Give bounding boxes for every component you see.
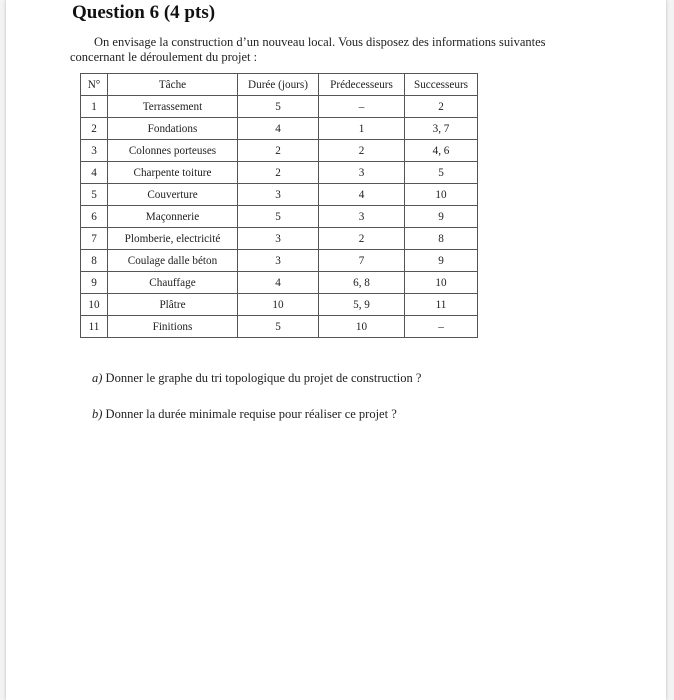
subquestion-b <box>92 407 397 422</box>
table-row <box>81 294 478 316</box>
cell-number: 4 <box>81 162 108 184</box>
cell-duration: 3 <box>238 250 319 272</box>
table-row <box>81 96 478 118</box>
intro-line-2: concernant le déroulement du projet : <box>70 50 258 64</box>
cell-duration: 5 <box>238 206 319 228</box>
table-row <box>81 250 478 272</box>
cell-number: 2 <box>81 118 108 140</box>
table-header-row <box>81 74 478 96</box>
cell-duration: 3 <box>238 228 319 250</box>
intro-line-1: On envisage la construction d’un nouveau local. Vous disposez des informations suivantes <box>94 35 546 49</box>
cell-number: 11 <box>81 316 108 338</box>
cell-number: 5 <box>81 184 108 206</box>
cell-predecessors: 2 <box>319 228 405 250</box>
subquestion-a-text: Donner le graphe du tri topologique du projet de construction ? <box>105 371 422 385</box>
header-duration: Durée (jours) <box>238 74 319 96</box>
cell-duration: 2 <box>238 140 319 162</box>
cell-number: 3 <box>81 140 108 162</box>
cell-predecessors: 5, 9 <box>319 294 405 316</box>
cell-predecessors: 2 <box>319 140 405 162</box>
cell-task: Fondations <box>108 118 238 140</box>
header-predecessors: Prédecesseurs <box>319 74 405 96</box>
cell-duration: 10 <box>238 294 319 316</box>
cell-number: 7 <box>81 228 108 250</box>
question-title: Question 6 (4 pts) <box>72 2 216 23</box>
cell-successors: 8 <box>405 228 478 250</box>
subquestion-b-text: Donner la durée minimale requise pour réaliser ce projet ? <box>105 407 397 421</box>
task-table <box>80 73 478 338</box>
cell-number: 9 <box>81 272 108 294</box>
cell-task: Chauffage <box>108 272 238 294</box>
cell-duration: 2 <box>238 162 319 184</box>
cell-task: Maçonnerie <box>108 206 238 228</box>
cell-successors: 9 <box>405 206 478 228</box>
cell-number: 10 <box>81 294 108 316</box>
cell-predecessors: 7 <box>319 250 405 272</box>
cell-predecessors: – <box>319 96 405 118</box>
cell-successors: 5 <box>405 162 478 184</box>
header-successors: Successeurs <box>405 74 478 96</box>
cell-predecessors: 3 <box>319 162 405 184</box>
cell-predecessors: 1 <box>319 118 405 140</box>
cell-number: 8 <box>81 250 108 272</box>
cell-duration: 4 <box>238 272 319 294</box>
table-row <box>81 316 478 338</box>
cell-predecessors: 4 <box>319 184 405 206</box>
cell-successors: – <box>405 316 478 338</box>
header-number: N° <box>81 74 108 96</box>
cell-task: Plâtre <box>108 294 238 316</box>
table-row <box>81 272 478 294</box>
cell-duration: 4 <box>238 118 319 140</box>
cell-successors: 10 <box>405 184 478 206</box>
table-row <box>81 140 478 162</box>
cell-duration: 5 <box>238 316 319 338</box>
cell-number: 1 <box>81 96 108 118</box>
cell-successors: 9 <box>405 250 478 272</box>
table-row <box>81 184 478 206</box>
table-row <box>81 206 478 228</box>
question-intro <box>70 35 630 65</box>
table-row <box>81 162 478 184</box>
cell-task: Couverture <box>108 184 238 206</box>
cell-task: Plomberie, electricité <box>108 228 238 250</box>
cell-task: Coulage dalle béton <box>108 250 238 272</box>
table-row <box>81 228 478 250</box>
document-page <box>6 0 666 700</box>
cell-successors: 11 <box>405 294 478 316</box>
header-task: Tâche <box>108 74 238 96</box>
subquestion-b-letter: b) <box>92 407 103 421</box>
subquestion-a <box>92 371 421 386</box>
cell-task: Colonnes porteuses <box>108 140 238 162</box>
cell-number: 6 <box>81 206 108 228</box>
table-row <box>81 118 478 140</box>
cell-task: Finitions <box>108 316 238 338</box>
cell-duration: 3 <box>238 184 319 206</box>
cell-successors: 4, 6 <box>405 140 478 162</box>
cell-task: Charpente toiture <box>108 162 238 184</box>
cell-task: Terrassement <box>108 96 238 118</box>
cell-predecessors: 10 <box>319 316 405 338</box>
cell-successors: 10 <box>405 272 478 294</box>
subquestion-a-letter: a) <box>92 371 103 385</box>
cell-predecessors: 6, 8 <box>319 272 405 294</box>
cell-duration: 5 <box>238 96 319 118</box>
cell-predecessors: 3 <box>319 206 405 228</box>
cell-successors: 2 <box>405 96 478 118</box>
cell-successors: 3, 7 <box>405 118 478 140</box>
